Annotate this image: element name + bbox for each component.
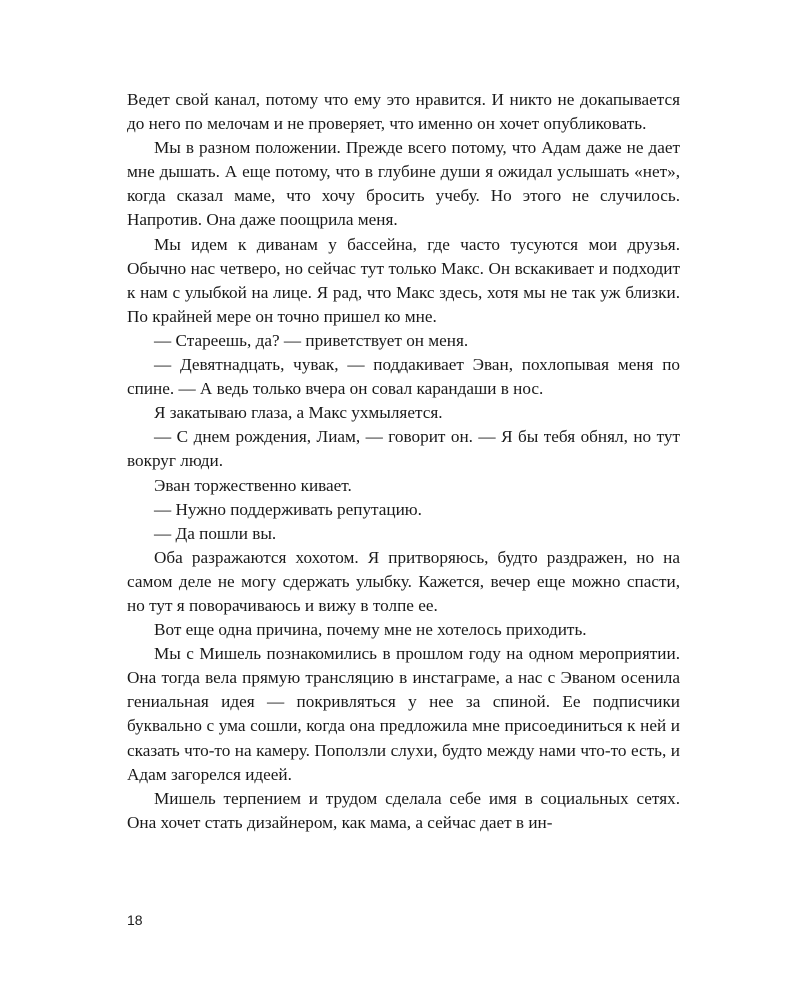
dialogue-line: — С днем рождения, Лиам, — говорит он. — Я бы тебя обнял, но тут вокруг люди.: [127, 427, 680, 471]
paragraph: Мы в разном положении. Прежде всего потому, что Адам даже не дает мне дышать. А еще потому, что в глубине души я ожидал услышать «нет», когда сказал маме, что хочу бросить учебу. Но этого не случилось. Напротив. Она даже поощрила меня.: [127, 138, 680, 230]
paragraph: Я закатываю глаза, а Макс ухмыляется.: [154, 403, 443, 423]
paragraph: Мишель терпением и трудом сделала себе имя в социальных сетях. Она хочет стать дизайнером, как мама, а сейчас дает в ин-: [127, 788, 680, 832]
paragraph: Эван торжественно кивает.: [154, 475, 352, 495]
body-text: [127, 88, 680, 835]
dialogue-line: — Нужно поддерживать репутацию.: [154, 499, 422, 519]
paragraph: Мы с Мишель познакомились в прошлом году на одном мероприятии. Она тогда вела прямую трансляцию в инстаграме, а нас с Эваном осенила гениальная идея — покривляться у нее за спиной. Ее подписчики буквально с ума сошли, когда она предложила мне присоединиться к ней и сказать что-то на камеру. Поползли слухи, будто между нами что-то есть, и Адам загорелся идеей.: [127, 644, 680, 784]
paragraph: Мы идем к диванам у бассейна, где часто тусуются мои друзья. Обычно нас четверо, но сейчас тут только Макс. Он вскакивает и подходит к нам с улыбкой на лице. Я рад, что Макс здесь, хотя мы не так уж близки. По крайней мере он точно пришел ко мне.: [127, 234, 680, 326]
dialogue-line: — Да пошли вы.: [154, 523, 277, 543]
paragraph: Вот еще одна причина, почему мне не хотелось приходить.: [154, 620, 587, 640]
page-number: 18: [127, 912, 143, 928]
dialogue-line: — Стареешь, да? — приветствует он меня.: [154, 330, 469, 350]
paragraph: Оба разражаются хохотом. Я притворяюсь, будто раздражен, но на самом деле не могу сдержать улыбку. Кажется, вечер еще можно спасти, но тут я поворачиваюсь и вижу в толпе ее.: [127, 547, 680, 615]
paragraph: Ведет свой канал, потому что ему это нравится. И никто не докапывается до него по мелочам и не проверяет, что именно он хочет опубликовать.: [127, 90, 680, 134]
dialogue-line: — Девятнадцать, чувак, — поддакивает Эван, похлопывая меня по спине. — А ведь только вчера он совал карандаши в нос.: [127, 355, 680, 399]
